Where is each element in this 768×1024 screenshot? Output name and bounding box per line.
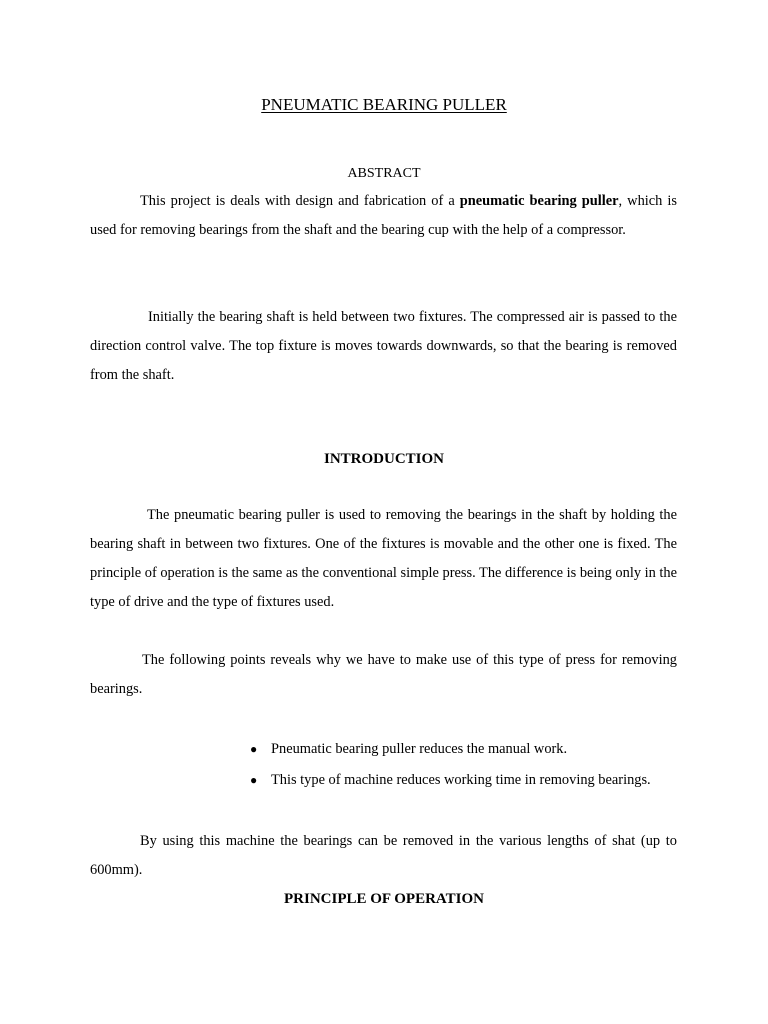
- list-item: [250, 734, 677, 765]
- abstract-p1-text-start: This project is deals with design and fabrication of a: [140, 193, 460, 209]
- list-item-text: This type of machine reduces working time in removing bearings.: [271, 772, 651, 788]
- list-item-text: Pneumatic bearing puller reduces the manual work.: [271, 741, 568, 757]
- bullet-icon: ●: [250, 742, 258, 756]
- introduction-paragraph-3: By using this machine the bearings can be removed in the various lengths of shat (up to 600mm).: [90, 833, 677, 878]
- bullet-icon: ●: [250, 773, 258, 787]
- abstract-p1-text-end: , which is used for removing bearings from the shaft and the bearing cup with the help of a compressor.: [90, 193, 677, 238]
- benefits-list: [250, 734, 677, 796]
- abstract-p1-bold-term: pneumatic bearing puller: [459, 193, 619, 209]
- document-title: PNEUMATIC BEARING PULLER: [261, 95, 507, 114]
- introduction-paragraph-2: The following points reveals why we have to make use of this type of press for removing bearings.: [90, 652, 677, 697]
- abstract-heading: ABSTRACT: [347, 166, 421, 181]
- abstract-paragraph-1: [90, 187, 677, 245]
- list-item: [250, 765, 677, 796]
- principle-heading: PRINCIPLE OF OPERATION: [283, 891, 484, 907]
- introduction-paragraph-1: The pneumatic bearing puller is used to removing the bearings in the shaft by holding the bearing shaft in between two fixtures. One of the fixtures is movable and the other one is fixed. The principle of operation is the same as the conventional simple press. The difference is being only in the type of drive and the type of fixtures used.: [90, 507, 677, 610]
- introduction-heading: INTRODUCTION: [323, 451, 444, 467]
- abstract-paragraph-2: Initially the bearing shaft is held between two fixtures. The compressed air is passed to the direction control valve. The top fixture is moves towards downwards, so that the bearing is removed from the shaft.: [90, 309, 677, 383]
